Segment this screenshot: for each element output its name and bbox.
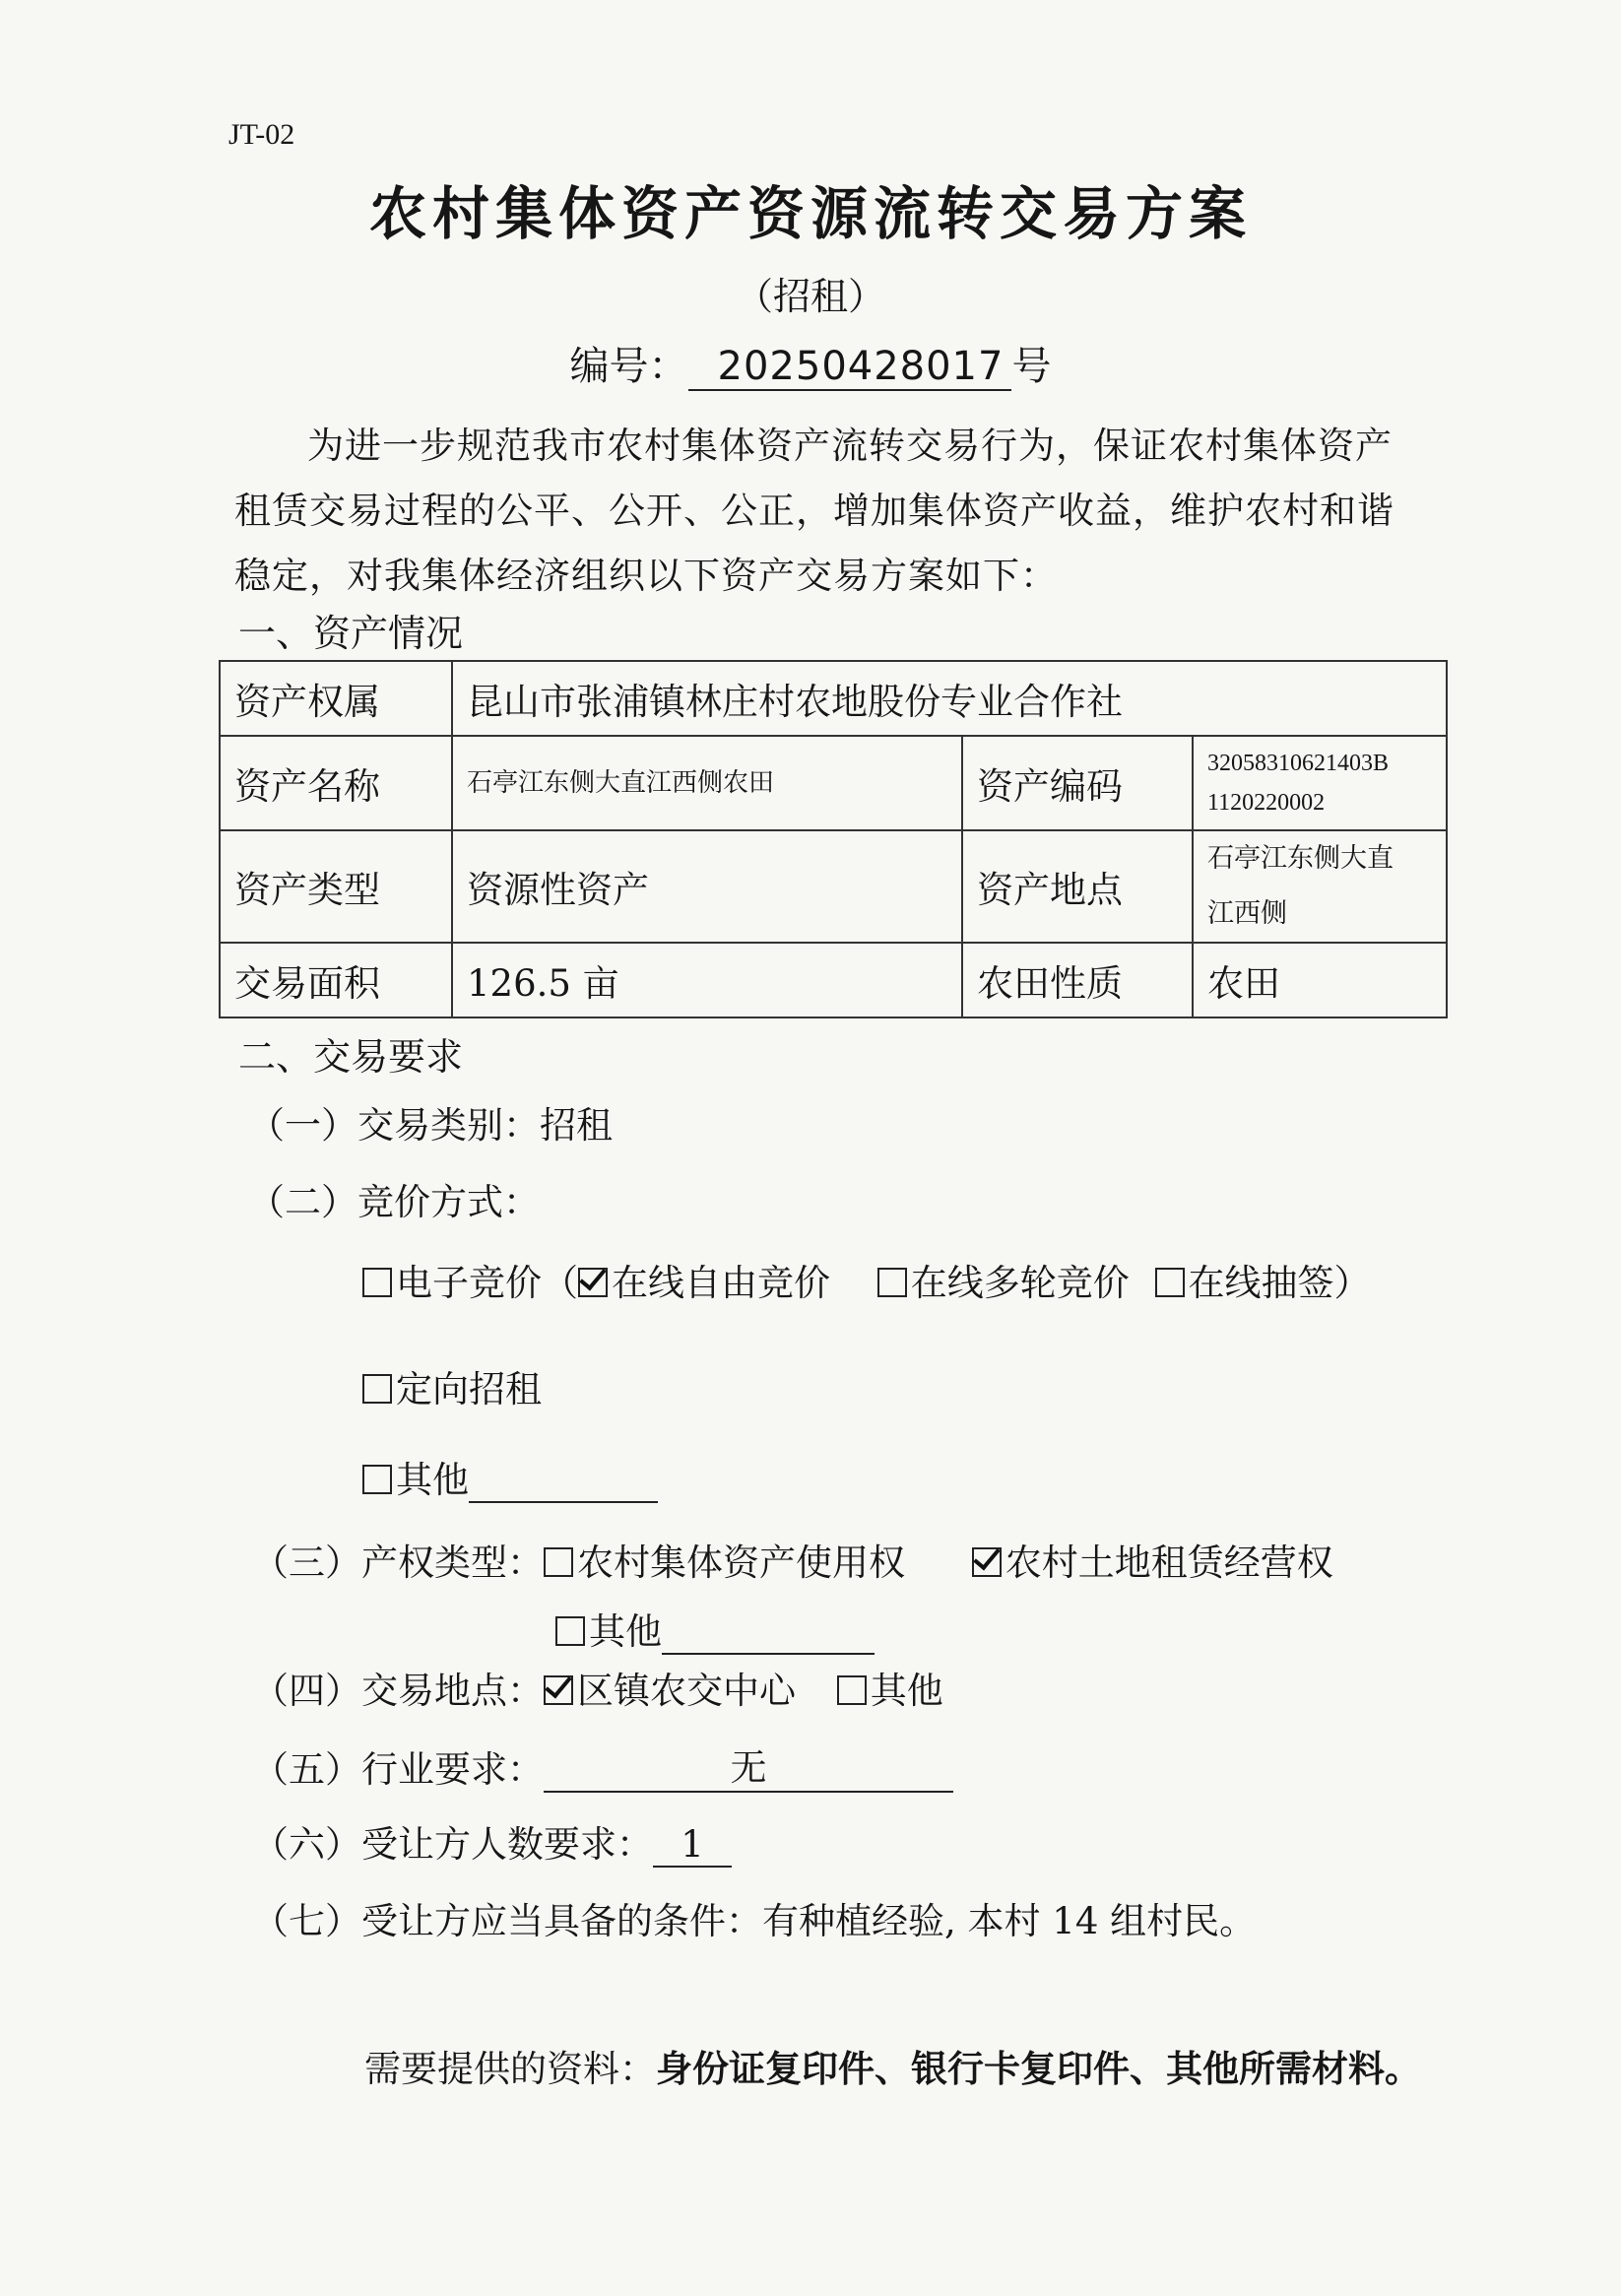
property-other-blank[interactable]: [662, 1613, 875, 1655]
bid-other-option: [362, 1450, 658, 1503]
number-value: 20250428017: [688, 344, 1012, 391]
option-land-lease: 农村土地租赁经营权: [1005, 1542, 1333, 1584]
intro-line: 稳定，对我集体经济组织以下资产交易方案如下：: [234, 555, 1058, 597]
document-subtitle: （招租）: [735, 275, 885, 318]
location-value-line: 江西侧: [1207, 898, 1287, 929]
document-code: JT-02: [228, 118, 295, 151]
required-materials: [364, 2039, 1421, 2092]
nature-value: 农田: [1193, 943, 1447, 1017]
code-label: 资产编码: [962, 736, 1193, 830]
bidding-options: [362, 1253, 1371, 1306]
option-online-multi: 在线多轮竞价: [910, 1262, 1130, 1304]
checkbox-online-free[interactable]: [578, 1268, 608, 1297]
transferee-count-label: （六）受让方人数要求：: [252, 1823, 653, 1866]
trade-place-label: （四）交易地点：: [252, 1670, 544, 1712]
checkbox-land-lease[interactable]: [972, 1547, 1002, 1577]
code-value-line: 32058310621403B: [1207, 751, 1390, 776]
code-value: [1193, 736, 1447, 830]
code-value-line: 1120220002: [1207, 790, 1326, 816]
property-type-label: （三）产权类型：: [252, 1542, 544, 1584]
location-label: 资产地点: [962, 830, 1193, 943]
section-asset-title: 一、资产情况: [238, 612, 464, 655]
trade-category: [248, 1095, 613, 1148]
checkbox-property-other[interactable]: [555, 1616, 585, 1646]
document-number: [0, 335, 1621, 391]
option-use-right: 农村集体资产使用权: [577, 1542, 905, 1584]
type-value: 资源性资产: [452, 830, 962, 943]
number-suffix: 号: [1011, 344, 1052, 389]
table-row: [220, 736, 1447, 830]
checkbox-electronic[interactable]: [362, 1268, 392, 1297]
checkbox-directed[interactable]: [362, 1374, 392, 1404]
checkbox-use-right[interactable]: [544, 1547, 573, 1577]
intro-line: 租赁交易过程的公平、公开、公正，增加集体资产收益，维护农村和谐: [234, 490, 1394, 532]
ownership-value: 昆山市张浦镇林庄村农地股份专业合作社: [452, 661, 1447, 736]
section-requirements-title: 二、交易要求: [238, 1035, 464, 1079]
transferee-count: [252, 1814, 732, 1868]
required-materials-label: 需要提供的资料：: [364, 2048, 656, 2090]
intro-line: 为进一步规范我市农村集体资产流转交易行为，保证农村集体资产: [307, 425, 1393, 467]
intro-paragraph: [234, 414, 1426, 609]
bidding-method-label: （二）竞价方式：: [248, 1181, 540, 1223]
trade-place: [252, 1661, 943, 1714]
property-other-option: [555, 1602, 875, 1655]
transferee-conditions: [252, 1891, 1256, 1944]
checkbox-center[interactable]: [544, 1675, 573, 1705]
checkbox-bid-other[interactable]: [362, 1465, 392, 1494]
trade-category-value: 招租: [540, 1104, 613, 1147]
option-bid-other: 其他: [396, 1459, 469, 1501]
option-center: 区镇农交中心: [577, 1670, 796, 1712]
option-place-other: 其他: [870, 1670, 943, 1712]
industry-requirement: [252, 1738, 953, 1793]
table-row: [220, 661, 1447, 736]
asset-table: [219, 660, 1448, 1018]
table-row: [220, 943, 1447, 1017]
location-value: [1193, 830, 1447, 943]
option-directed: 定向招租: [396, 1368, 542, 1410]
industry-requirement-value: 无: [544, 1738, 953, 1793]
industry-requirement-label: （五）行业要求：: [252, 1748, 544, 1791]
option-property-other: 其他: [589, 1610, 662, 1653]
property-type: [252, 1533, 1333, 1586]
option-online-free: 在线自由竞价: [612, 1262, 830, 1304]
directed-option: [362, 1359, 542, 1412]
number-label: 编号：: [569, 344, 688, 389]
transferee-count-value: 1: [653, 1823, 732, 1868]
type-label: 资产类型: [220, 830, 452, 943]
name-label: 资产名称: [220, 736, 452, 830]
name-value: 石亭江东侧大直江西侧农田: [452, 736, 962, 830]
area-value: 126.5 亩: [452, 943, 962, 1017]
area-label: 交易面积: [220, 943, 452, 1017]
checkbox-online-multi[interactable]: [877, 1268, 907, 1297]
required-materials-value: 身份证复印件、银行卡复印件、其他所需材料。: [656, 2047, 1421, 2090]
document-title: 农村集体资产资源流转交易方案: [368, 180, 1252, 247]
location-value-line: 石亭江东侧大直: [1207, 843, 1394, 874]
checkbox-online-draw[interactable]: [1155, 1268, 1185, 1297]
table-row: [220, 830, 1447, 943]
bid-other-blank[interactable]: [469, 1462, 658, 1503]
transferee-conditions-label: （七）受让方应当具备的条件：: [252, 1900, 762, 1942]
option-electronic: 电子竞价（: [396, 1262, 578, 1304]
transferee-conditions-value: 有种植经验, 本村 14 组村民。: [762, 1900, 1257, 1942]
ownership-label: 资产权属: [220, 661, 452, 736]
nature-label: 农田性质: [962, 943, 1193, 1017]
checkbox-place-other[interactable]: [837, 1675, 867, 1705]
option-online-draw: 在线抽签）: [1188, 1262, 1371, 1304]
trade-category-label: （一）交易类别：: [248, 1104, 540, 1147]
